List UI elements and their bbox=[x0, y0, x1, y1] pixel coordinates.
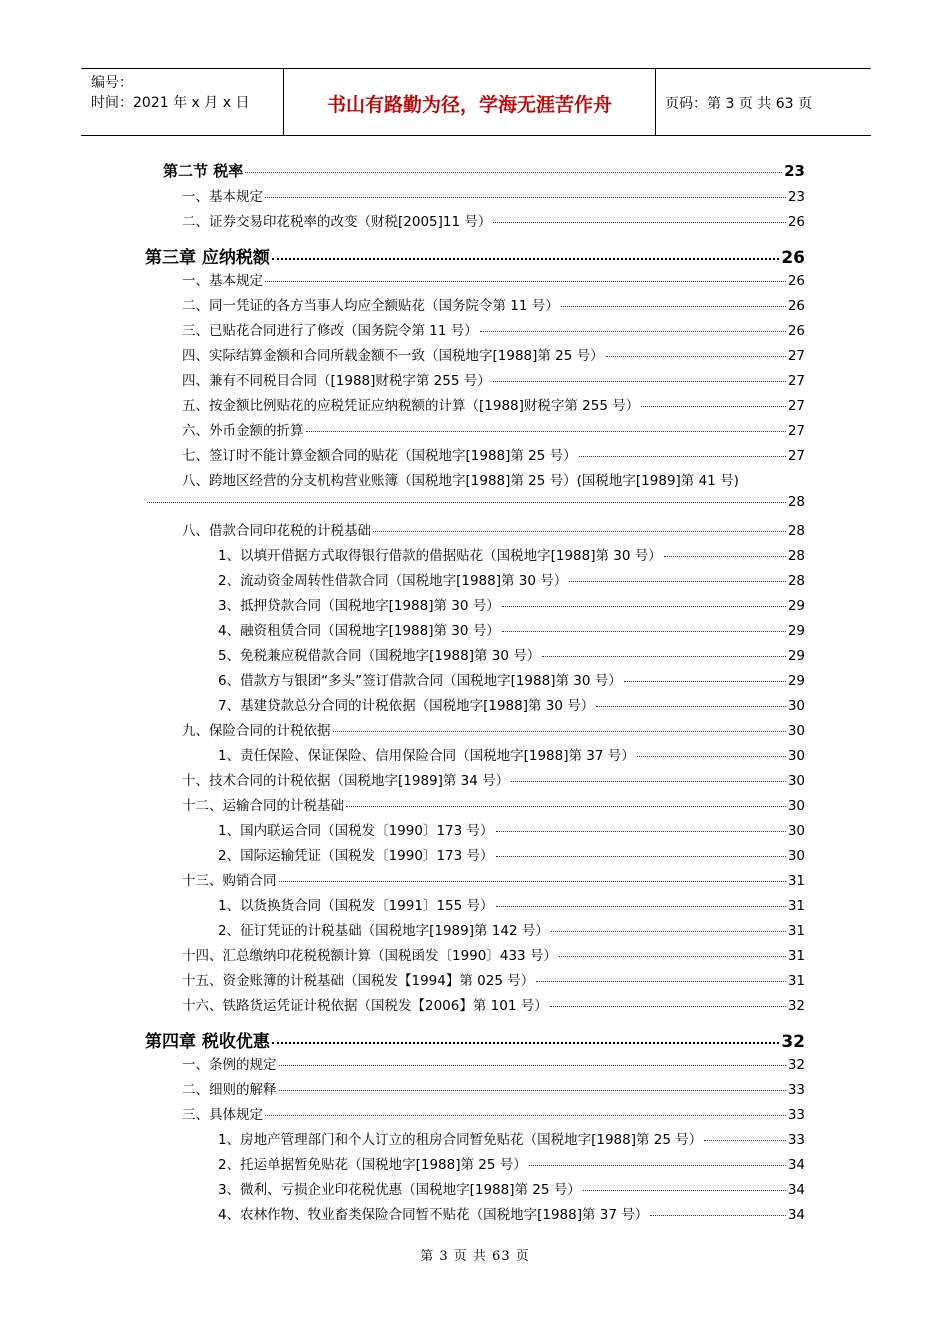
toc-entry[interactable] bbox=[218, 594, 805, 614]
toc-dot-leader bbox=[536, 981, 786, 982]
toc-entry-title: 三、具体规定 bbox=[182, 1107, 263, 1123]
toc-entry-page: 29 bbox=[787, 598, 805, 614]
toc-entry-page: 33 bbox=[787, 1107, 805, 1123]
toc-entry-title: 九、保险合同的计税依据 bbox=[182, 723, 331, 739]
toc-entry-title: 十五、资金账簿的计税基础（国税发【1994】第 025 号） bbox=[182, 973, 535, 989]
toc-entry-title: 五、按金额比例贴花的应税凭证应纳税额的计算（[1988]财税字第 255 号） bbox=[182, 398, 640, 414]
toc-entry[interactable] bbox=[218, 1128, 805, 1148]
header-divider bbox=[655, 69, 656, 135]
toc-dot-leader bbox=[265, 281, 786, 282]
toc-entry-title: 十四、汇总缴纳印花税税额计算（国税函发〔1990〕433 号） bbox=[182, 948, 557, 964]
toc-entry[interactable] bbox=[182, 210, 805, 230]
toc-dot-leader bbox=[529, 1165, 786, 1166]
toc-entry-title: 6、借款方与银团“多头”签订借款合同（国税地字[1988]第 30 号） bbox=[218, 673, 622, 689]
toc-entry-page: 27 bbox=[787, 423, 805, 439]
toc-dot-leader bbox=[279, 1065, 786, 1066]
page-footer: 第 3 页 共 63 页 bbox=[420, 1249, 530, 1264]
toc-entry-title: 四、实际结算金额和合同所载金额不一致（国税地字[1988]第 25 号） bbox=[182, 348, 604, 364]
toc-entry-title: 六、外币金额的折算 bbox=[182, 423, 304, 439]
toc-entry-title: 四、兼有不同税目合同（[1988]财税字第 255 号） bbox=[182, 373, 491, 389]
toc-entry-title: 4、融资租赁合同（国税地字[1988]第 30 号） bbox=[218, 623, 500, 639]
toc-dot-leader bbox=[279, 881, 786, 882]
toc-dot-leader bbox=[650, 1215, 786, 1216]
toc-entry-title: 1、以填开借据方式取得银行借款的借据贴花（国税地字[1988]第 30 号） bbox=[218, 548, 662, 564]
toc-entry-page: 30 bbox=[787, 698, 805, 714]
toc-dot-leader bbox=[624, 681, 786, 682]
toc-entry-page: 26 bbox=[781, 248, 805, 268]
toc-entry-page: 34 bbox=[787, 1182, 805, 1198]
toc-entry-title: 1、房地产管理部门和个人订立的租房合同暂免贴花（国税地字[1988]第 25 号） bbox=[218, 1132, 703, 1148]
toc-entry-title: 3、微利、亏损企业印花税优惠（国税地字[1988]第 25 号） bbox=[218, 1182, 581, 1198]
toc-entry-page: 28 bbox=[787, 523, 805, 539]
toc-entry-page: 34 bbox=[787, 1207, 805, 1223]
toc-entry-page: 30 bbox=[787, 798, 805, 814]
toc-entry[interactable] bbox=[182, 319, 805, 339]
toc-entry[interactable] bbox=[182, 269, 805, 289]
toc-entry[interactable] bbox=[182, 394, 805, 414]
toc-dot-leader bbox=[511, 781, 786, 782]
toc-dot-leader bbox=[542, 656, 786, 657]
toc-entry-page: 30 bbox=[787, 848, 805, 864]
toc-entry-title: 十二、运输合同的计税基础 bbox=[182, 798, 344, 814]
toc-entry[interactable] bbox=[182, 369, 805, 389]
header-page-info: 页码：第 3 页 共 63 页 bbox=[665, 96, 812, 112]
toc-entry-page: 27 bbox=[787, 373, 805, 389]
toc-entry-title: 一、基本规定 bbox=[182, 273, 263, 289]
toc-dot-leader bbox=[559, 956, 786, 957]
header-number-label: 编号： bbox=[91, 75, 133, 91]
toc-entry-page: 29 bbox=[787, 623, 805, 639]
toc-entry[interactable] bbox=[182, 344, 805, 364]
toc-entry-title: 1、责任保险、保证保险、信用保险合同（国税地字[1988]第 37 号） bbox=[218, 748, 635, 764]
toc-dot-leader bbox=[245, 172, 782, 173]
toc-entry-page: 28 bbox=[787, 494, 805, 510]
toc-entry-page: 27 bbox=[787, 398, 805, 414]
toc-entry-title: 八、借款合同印花税的计税基础 bbox=[182, 523, 371, 539]
toc-dot-leader bbox=[551, 931, 786, 932]
toc-dot-leader bbox=[606, 356, 786, 357]
toc-entry-title: 2、征订凭证的计税基础（国税地字[1989]第 142 号） bbox=[218, 923, 549, 939]
toc-entry[interactable] bbox=[182, 419, 805, 439]
toc-dot-leader bbox=[493, 381, 786, 382]
toc-entry-title: 二、细则的解释 bbox=[182, 1082, 277, 1098]
toc-entry-title: 一、基本规定 bbox=[182, 189, 263, 205]
toc-entry[interactable] bbox=[182, 444, 805, 464]
toc-entry-title: 2、托运单据暂免贴花（国税地字[1988]第 25 号） bbox=[218, 1157, 527, 1173]
toc-entry[interactable] bbox=[218, 694, 805, 714]
toc-entry[interactable] bbox=[218, 1178, 805, 1198]
toc-entry-page: 31 bbox=[787, 898, 805, 914]
toc-entry-title: 七、签订时不能计算金额合同的贴花（国税地字[1988]第 25 号） bbox=[182, 448, 577, 464]
toc-dot-leader bbox=[596, 706, 786, 707]
toc-dot-leader bbox=[704, 1140, 786, 1141]
toc-entry-title: 4、农林作物、牧业畜类保险合同暂不贴花（国税地字[1988]第 37 号） bbox=[218, 1207, 649, 1223]
toc-dot-leader bbox=[346, 806, 786, 807]
toc-entry[interactable] bbox=[182, 719, 805, 739]
toc-dot-leader bbox=[496, 906, 786, 907]
toc-entry-title: 1、国内联运合同（国税发〔1990〕173 号） bbox=[218, 823, 494, 839]
toc-entry-page: 26 bbox=[787, 298, 805, 314]
toc-dot-leader bbox=[373, 531, 786, 532]
toc-entry-page: 26 bbox=[787, 273, 805, 289]
toc-entry-title: 2、国际运输凭证（国税发〔1990〕173 号） bbox=[218, 848, 494, 864]
toc-entry-title: 二、证券交易印花税率的改变（财税[2005]11 号） bbox=[182, 214, 492, 230]
toc-dot-leader bbox=[561, 306, 786, 307]
toc-entry-page: 28 bbox=[787, 548, 805, 564]
toc-entry-page: 27 bbox=[787, 348, 805, 364]
toc-entry-title: 十、技术合同的计税依据（国税地字[1989]第 34 号） bbox=[182, 773, 510, 789]
toc-entry[interactable] bbox=[218, 894, 805, 914]
toc-dot-leader bbox=[493, 222, 785, 223]
toc-entry-page: 29 bbox=[787, 648, 805, 664]
toc-entry[interactable] bbox=[182, 185, 805, 205]
toc-entry[interactable] bbox=[182, 1053, 805, 1073]
toc-entry-page: 32 bbox=[787, 1057, 805, 1073]
toc-entry[interactable] bbox=[218, 1153, 805, 1173]
toc-entry-title: 十六、铁路货运凭证计税依据（国税发【2006】第 101 号） bbox=[182, 998, 548, 1014]
toc-entry-page: 31 bbox=[787, 973, 805, 989]
toc-entry[interactable] bbox=[218, 844, 805, 864]
toc-entry-title: 十三、购销合同 bbox=[182, 873, 277, 889]
toc-entry-title: 3、抵押贷款合同（国税地字[1988]第 30 号） bbox=[218, 598, 500, 614]
toc-entry[interactable] bbox=[182, 1103, 805, 1123]
toc-entry[interactable] bbox=[182, 519, 805, 539]
toc-dot-leader bbox=[306, 431, 786, 432]
toc-entry-title: 7、基建贷款总分合同的计税依据（国税地字[1988]第 30 号） bbox=[218, 698, 595, 714]
toc-entry-title: 第二节 税率 bbox=[163, 162, 244, 180]
toc-entry-page: 30 bbox=[787, 748, 805, 764]
toc-entry-title: 第三章 应纳税额 bbox=[145, 248, 270, 268]
toc-dot-leader bbox=[496, 856, 786, 857]
toc-entry-page: 23 bbox=[784, 162, 805, 180]
toc-entry-title: 八、跨地区经营的分支机构营业账簿（国税地字[1988]第 25 号）(国税地字[1989]第 41 号) bbox=[182, 473, 739, 489]
toc-dot-leader bbox=[550, 1006, 786, 1007]
toc-entry-page: 32 bbox=[787, 998, 805, 1014]
toc-entry[interactable] bbox=[182, 794, 805, 814]
toc-entry-continuation[interactable] bbox=[145, 494, 805, 510]
toc-entry-page: 23 bbox=[787, 189, 805, 205]
toc-entry[interactable] bbox=[218, 919, 805, 939]
toc-entry[interactable] bbox=[218, 544, 805, 564]
toc-entry[interactable] bbox=[182, 994, 805, 1014]
toc-entry[interactable] bbox=[182, 869, 805, 889]
toc-entry-title: 第四章 税收优惠 bbox=[145, 1032, 270, 1052]
toc-entry-title: 1、以货换货合同（国税发〔1991〕155 号） bbox=[218, 898, 494, 914]
toc-entry[interactable] bbox=[218, 644, 805, 664]
toc-dot-leader bbox=[333, 731, 786, 732]
toc-entry-page: 31 bbox=[787, 923, 805, 939]
toc-dot-leader bbox=[641, 406, 786, 407]
toc-dot-leader bbox=[265, 1115, 786, 1116]
toc-dot-leader bbox=[637, 756, 786, 757]
toc-entry-title: 一、条例的规定 bbox=[182, 1057, 277, 1073]
header-motto: 书山有路勤为径，学海无涯苦作舟 bbox=[326, 93, 612, 116]
toc-entry-title: 2、流动资金周转性借款合同（国税地字[1988]第 30 号） bbox=[218, 573, 568, 589]
toc-dot-leader bbox=[502, 606, 786, 607]
toc-dot-leader bbox=[502, 631, 786, 632]
toc-dot-leader bbox=[569, 581, 786, 582]
toc-dot-leader bbox=[664, 556, 786, 557]
header-meta bbox=[91, 73, 281, 113]
toc-dot-leader bbox=[272, 258, 779, 260]
header-time-label: 时间：2021 年 x 月 x 日 bbox=[91, 95, 250, 111]
toc-entry-page: 32 bbox=[781, 1032, 805, 1052]
toc-entry-page: 30 bbox=[787, 723, 805, 739]
toc-entry-page: 26 bbox=[787, 214, 805, 230]
toc-dot-leader bbox=[583, 1190, 786, 1191]
toc-entry[interactable] bbox=[218, 744, 805, 764]
toc-entry-page: 30 bbox=[787, 773, 805, 789]
document-header bbox=[81, 68, 871, 136]
toc-dot-leader bbox=[147, 502, 786, 503]
toc-entry[interactable] bbox=[182, 969, 805, 989]
toc-entry[interactable] bbox=[182, 1078, 805, 1098]
toc-entry-title: 三、已贴花合同进行了修改（国务院令第 11 号） bbox=[182, 323, 478, 339]
toc-entry[interactable] bbox=[182, 294, 805, 314]
toc-entry-page: 31 bbox=[787, 873, 805, 889]
toc-chapter-entry[interactable] bbox=[145, 1027, 805, 1052]
toc-entry[interactable] bbox=[182, 944, 805, 964]
toc-entry[interactable] bbox=[218, 619, 805, 639]
toc-entry-title: 5、免税兼应税借款合同（国税地字[1988]第 30 号） bbox=[218, 648, 541, 664]
toc-entry-page: 27 bbox=[787, 448, 805, 464]
toc-section-entry[interactable] bbox=[163, 160, 805, 181]
toc-entry-page: 28 bbox=[787, 573, 805, 589]
toc-entry-page: 26 bbox=[787, 323, 805, 339]
toc-entry[interactable] bbox=[218, 819, 805, 839]
toc-dot-leader bbox=[265, 197, 786, 198]
toc-entry-title: 二、同一凭证的各方当事人均应全额贴花（国务院令第 11 号） bbox=[182, 298, 559, 314]
toc-dot-leader bbox=[279, 1090, 786, 1091]
toc-dot-leader bbox=[272, 1042, 779, 1044]
toc-entry-page: 33 bbox=[787, 1082, 805, 1098]
toc-entry[interactable] bbox=[218, 569, 805, 589]
toc-entry-page: 29 bbox=[787, 673, 805, 689]
toc-dot-leader bbox=[579, 456, 786, 457]
toc-entry-page: 33 bbox=[787, 1132, 805, 1148]
toc-entry-page: 31 bbox=[787, 948, 805, 964]
toc-dot-leader bbox=[496, 831, 786, 832]
toc-entry-page: 30 bbox=[787, 823, 805, 839]
toc-entry[interactable] bbox=[182, 769, 805, 789]
toc-chapter-entry[interactable] bbox=[145, 243, 805, 268]
toc-entry[interactable] bbox=[218, 1203, 805, 1223]
toc-entry-page: 34 bbox=[787, 1157, 805, 1173]
toc-entry[interactable] bbox=[218, 669, 805, 689]
toc-entry[interactable] bbox=[182, 469, 805, 489]
toc-dot-leader bbox=[480, 331, 786, 332]
